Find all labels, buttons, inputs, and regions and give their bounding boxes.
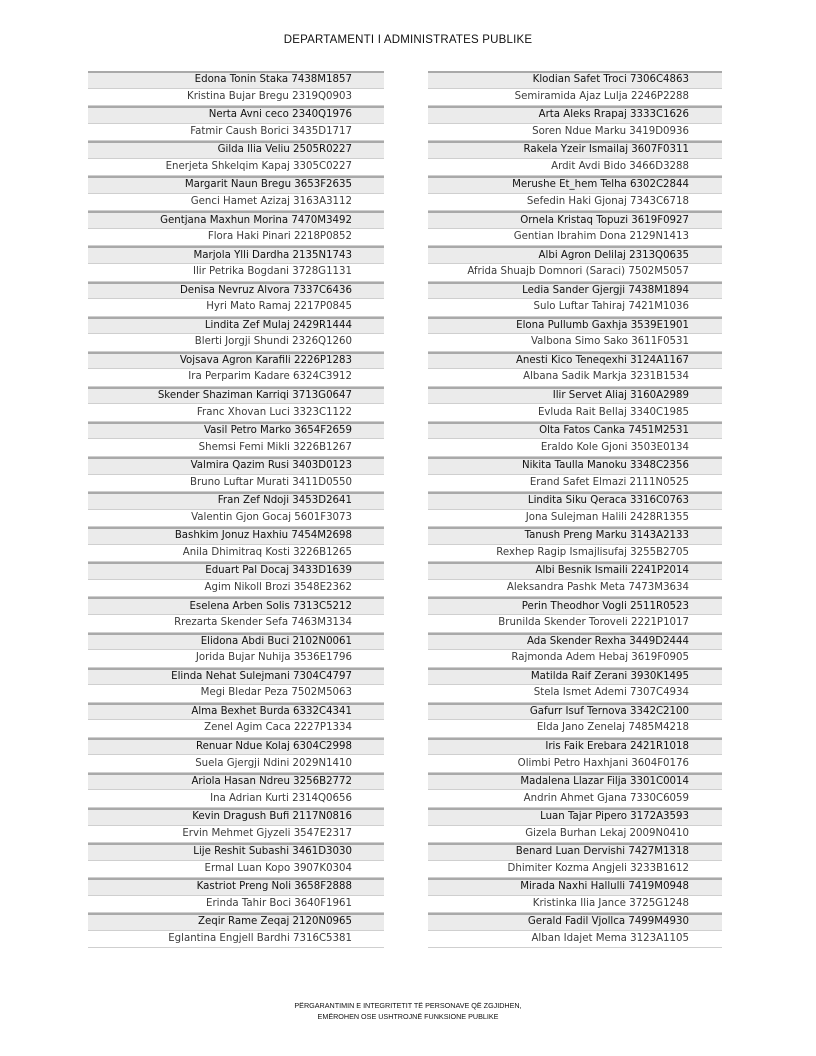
left-name-list xyxy=(88,71,384,948)
list-item: Lindita Siku Qeraca 3316C0763 xyxy=(428,492,722,510)
list-item: Evluda Rait Bellaj 3340C1985 xyxy=(428,404,722,422)
list-item: Brunilda Skender Toroveli 2221P1017 xyxy=(428,615,722,633)
list-item: Alma Bexhet Burda 6332C4341 xyxy=(88,703,384,721)
list-item: Rajmonda Adem Hebaj 3619F0905 xyxy=(428,650,722,668)
list-item: Matilda Raif Zerani 3930K1495 xyxy=(428,668,722,686)
list-item: Iris Faik Erebara 2421R1018 xyxy=(428,738,722,756)
list-item: Ardit Avdi Bido 3466D3288 xyxy=(428,159,722,177)
list-item: Olta Fatos Canka 7451M2531 xyxy=(428,422,722,440)
list-item: Aleksandra Pashk Meta 7473M3634 xyxy=(428,580,722,598)
list-item: Jorida Bujar Nuhija 3536E1796 xyxy=(88,650,384,668)
list-item: Erinda Tahir Boci 3640F1961 xyxy=(88,896,384,914)
list-item: Franc Xhovan Luci 3323C1122 xyxy=(88,404,384,422)
list-item: Rrezarta Skender Sefa 7463M3134 xyxy=(88,615,384,633)
list-item: Jona Sulejman Halili 2428R1355 xyxy=(428,510,722,528)
list-item: Vojsava Agron Karafili 2226P1283 xyxy=(88,352,384,370)
list-item: Ira Perparim Kadare 6324C3912 xyxy=(88,369,384,387)
list-item: Andrin Ahmet Gjana 7330C6059 xyxy=(428,790,722,808)
list-item: Bruno Luftar Murati 3411D0550 xyxy=(88,475,384,493)
list-item: Erand Safet Elmazi 2111N0525 xyxy=(428,475,722,493)
list-item: Ada Skender Rexha 3449D2444 xyxy=(428,633,722,651)
list-item: Eglantina Engjell Bardhi 7316C5381 xyxy=(88,931,384,949)
list-item: Edona Tonin Staka 7438M1857 xyxy=(88,71,384,89)
list-item: Valbona Simo Sako 3611F0531 xyxy=(428,334,722,352)
list-item: Enerjeta Shkelqim Kapaj 3305C0227 xyxy=(88,159,384,177)
list-item: Albana Sadik Markja 3231B1534 xyxy=(428,369,722,387)
list-item: Flora Haki Pinari 2218P0852 xyxy=(88,229,384,247)
footer-line-2: EMËROHEN OSE USHTROJNË FUNKSIONE PUBLIKE xyxy=(317,1012,499,1021)
list-item: Olimbi Petro Haxhjani 3604F0176 xyxy=(428,755,722,773)
list-item: Anesti Kico Teneqexhi 3124A1167 xyxy=(428,352,722,370)
list-item: Klodian Safet Troci 7306C4863 xyxy=(428,71,722,89)
list-item: Ornela Kristaq Topuzi 3619F0927 xyxy=(428,211,722,229)
list-item: Gizela Burhan Lekaj 2009N0410 xyxy=(428,826,722,844)
list-item: Vasil Petro Marko 3654F2659 xyxy=(88,422,384,440)
list-item: Sefedin Haki Gjonaj 7343C6718 xyxy=(428,194,722,212)
list-item: Marjola Ylli Dardha 2135N1743 xyxy=(88,246,384,264)
list-item: Gentjana Maxhun Morina 7470M3492 xyxy=(88,211,384,229)
list-item: Kevin Dragush Bufi 2117N0816 xyxy=(88,808,384,826)
list-item: Blerti Jorgji Shundi 2326Q1260 xyxy=(88,334,384,352)
list-item: Skender Shaziman Karriqi 3713G0647 xyxy=(88,387,384,405)
list-item: Gerald Fadil Vjollca 7499M4930 xyxy=(428,913,722,931)
list-item: Lindita Zef Mulaj 2429R1444 xyxy=(88,317,384,335)
list-item: Megi Bledar Peza 7502M5063 xyxy=(88,685,384,703)
footer xyxy=(0,1000,816,1022)
list-item: Valmira Qazim Rusi 3403D0123 xyxy=(88,457,384,475)
footer-line-1: PËRGARANTIMIN E INTEGRITETIT TË PERSONAVE QË ZGJIDHEN, xyxy=(294,1001,522,1010)
list-item: Gafurr Isuf Ternova 3342C2100 xyxy=(428,703,722,721)
list-item: Nikita Taulla Manoku 3348C2356 xyxy=(428,457,722,475)
list-item: Elda Jano Zenelaj 7485M4218 xyxy=(428,720,722,738)
list-item: Kristinka Ilia Jance 3725G1248 xyxy=(428,896,722,914)
list-item: Semiramida Ajaz Lulja 2246P2288 xyxy=(428,89,722,107)
list-item: Rexhep Ragip Ismajlisufaj 3255B2705 xyxy=(428,545,722,563)
list-item: Eselena Arben Solis 7313C5212 xyxy=(88,597,384,615)
list-item: Lije Reshit Subashi 3461D3030 xyxy=(88,843,384,861)
list-item: Afrida Shuajb Domnori (Saraci) 7502M5057 xyxy=(428,264,722,282)
list-item: Perin Theodhor Vogli 2511R0523 xyxy=(428,597,722,615)
list-item: Fran Zef Ndoji 3453D2641 xyxy=(88,492,384,510)
list-item: Kastriot Preng Noli 3658F2888 xyxy=(88,878,384,896)
list-item: Shemsi Femi Mikli 3226B1267 xyxy=(88,439,384,457)
list-item: Fatmir Caush Borici 3435D1717 xyxy=(88,124,384,142)
list-item: Valentin Gjon Gocaj 5601F3073 xyxy=(88,510,384,528)
list-item: Albi Besnik Ismaili 2241P2014 xyxy=(428,562,722,580)
list-item: Rakela Yzeir Ismailaj 3607F0311 xyxy=(428,141,722,159)
list-item: Eduart Pal Docaj 3433D1639 xyxy=(88,562,384,580)
list-item: Mirada Naxhi Hallulli 7419M0948 xyxy=(428,878,722,896)
list-item: Zenel Agim Caca 2227P1334 xyxy=(88,720,384,738)
list-item: Agim Nikoll Brozi 3548E2362 xyxy=(88,580,384,598)
list-item: Denisa Nevruz Alvora 7337C6436 xyxy=(88,282,384,300)
list-item: Ariola Hasan Ndreu 3256B2772 xyxy=(88,773,384,791)
list-item: Tanush Preng Marku 3143A2133 xyxy=(428,527,722,545)
list-item: Ledia Sander Gjergji 7438M1894 xyxy=(428,282,722,300)
list-item: Ilir Servet Aliaj 3160A2989 xyxy=(428,387,722,405)
page-title: DEPARTAMENTI I ADMINISTRATES PUBLIKE xyxy=(283,34,533,46)
list-item: Ilir Petrika Bogdani 3728G1131 xyxy=(88,264,384,282)
list-item: Elinda Nehat Sulejmani 7304C4797 xyxy=(88,668,384,686)
list-item: Margarit Naun Bregu 3653F2635 xyxy=(88,176,384,194)
list-item: Luan Tajar Pipero 3172A3593 xyxy=(428,808,722,826)
list-item: Kristina Bujar Bregu 2319Q0903 xyxy=(88,89,384,107)
list-item: Eraldo Kole Gjoni 3503E0134 xyxy=(428,439,722,457)
list-item: Nerta Avni ceco 2340Q1976 xyxy=(88,106,384,124)
list-item: Arta Aleks Rrapaj 3333C1626 xyxy=(428,106,722,124)
list-item: Sulo Luftar Tahiraj 7421M1036 xyxy=(428,299,722,317)
list-item: Ina Adrian Kurti 2314Q0656 xyxy=(88,790,384,808)
list-item: Ermal Luan Kopo 3907K0304 xyxy=(88,861,384,879)
list-item: Alban Idajet Mema 3123A1105 xyxy=(428,931,722,949)
list-item: Albi Agron Delilaj 2313Q0635 xyxy=(428,246,722,264)
list-item: Gentian Ibrahim Dona 2129N1413 xyxy=(428,229,722,247)
list-item: Gilda Ilia Veliu 2505R0227 xyxy=(88,141,384,159)
list-item: Benard Luan Dervishi 7427M1318 xyxy=(428,843,722,861)
list-item: Zeqir Rame Zeqaj 2120N0965 xyxy=(88,913,384,931)
list-item: Merushe Et_hem Telha 6302C2844 xyxy=(428,176,722,194)
right-name-list xyxy=(428,71,722,948)
list-item: Hyri Mato Ramaj 2217P0845 xyxy=(88,299,384,317)
list-item: Dhimiter Kozma Angjeli 3233B1612 xyxy=(428,861,722,879)
list-item: Genci Hamet Azizaj 3163A3112 xyxy=(88,194,384,212)
list-item: Renuar Ndue Kolaj 6304C2998 xyxy=(88,738,384,756)
list-item: Suela Gjergji Ndini 2029N1410 xyxy=(88,755,384,773)
list-item: Ervin Mehmet Gjyzeli 3547E2317 xyxy=(88,826,384,844)
list-item: Soren Ndue Marku 3419D0936 xyxy=(428,124,722,142)
list-item: Anila Dhimitraq Kosti 3226B1265 xyxy=(88,545,384,563)
list-item: Stela Ismet Ademi 7307C4934 xyxy=(428,685,722,703)
list-item: Elidona Abdi Buci 2102N0061 xyxy=(88,633,384,651)
list-item: Elona Pullumb Gaxhja 3539E1901 xyxy=(428,317,722,335)
list-item: Madalena Llazar Filja 3301C0014 xyxy=(428,773,722,791)
list-item: Bashkim Jonuz Haxhiu 7454M2698 xyxy=(88,527,384,545)
